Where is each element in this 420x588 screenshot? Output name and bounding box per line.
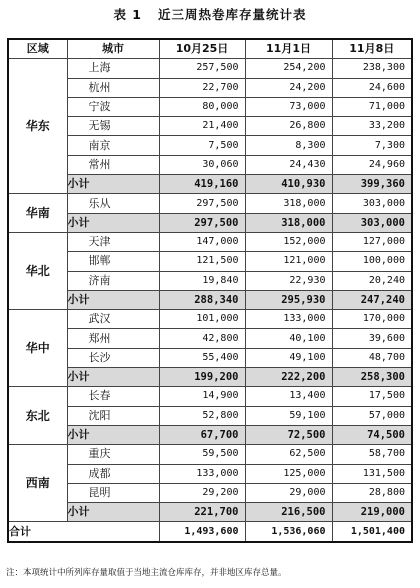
subtotal-value: 258,300 — [332, 368, 412, 387]
subtotal-row — [8, 213, 412, 232]
table-row — [8, 483, 412, 502]
subtotal-value: 221,700 — [159, 503, 245, 522]
inventory-value: 7,500 — [159, 136, 245, 155]
city-name: 邯郸 — [67, 252, 159, 271]
city-name: 成都 — [67, 464, 159, 483]
header-week2: 11月1日 — [245, 39, 332, 59]
region-name: 华中 — [8, 310, 67, 387]
inventory-value: 24,430 — [245, 155, 332, 174]
city-name: 长春 — [67, 387, 159, 406]
subtotal-label: 小计 — [67, 290, 159, 309]
inventory-value: 24,200 — [245, 78, 332, 97]
table-row — [8, 387, 412, 406]
subtotal-value: 288,340 — [159, 290, 245, 309]
inventory-value: 170,000 — [332, 310, 412, 329]
subtotal-value: 216,500 — [245, 503, 332, 522]
inventory-value: 48,700 — [332, 348, 412, 367]
footnote: 注：本项统计中所列库存量取值于当地主流仓库库存，并非地区库存总量。 — [6, 568, 287, 578]
table-row — [8, 252, 412, 271]
city-name: 武汉 — [67, 310, 159, 329]
subtotal-value: 199,200 — [159, 368, 245, 387]
subtotal-label: 小计 — [67, 213, 159, 232]
inventory-value: 29,000 — [245, 483, 332, 502]
subtotal-value: 318,000 — [245, 213, 332, 232]
city-name: 无锡 — [67, 117, 159, 136]
inventory-value: 40,100 — [245, 329, 332, 348]
table-row — [8, 271, 412, 290]
inventory-value: 73,000 — [245, 97, 332, 116]
table-row — [8, 59, 412, 78]
table-row — [8, 136, 412, 155]
inventory-value: 59,100 — [245, 406, 332, 425]
inventory-value: 254,200 — [245, 59, 332, 78]
inventory-value: 100,000 — [332, 252, 412, 271]
table-row — [8, 329, 412, 348]
inventory-value: 57,000 — [332, 406, 412, 425]
inventory-value: 49,100 — [245, 348, 332, 367]
table-row — [8, 232, 412, 251]
city-name: 乐从 — [67, 194, 159, 213]
header-row — [8, 39, 412, 59]
region-name: 西南 — [8, 445, 67, 522]
subtotal-label: 小计 — [67, 175, 159, 194]
inventory-value: 58,700 — [332, 445, 412, 464]
inventory-value: 22,700 — [159, 78, 245, 97]
subtotal-value: 303,000 — [332, 213, 412, 232]
inventory-value: 125,000 — [245, 464, 332, 483]
table-row — [8, 310, 412, 329]
inventory-value: 80,000 — [159, 97, 245, 116]
inventory-value: 152,000 — [245, 232, 332, 251]
inventory-value: 52,800 — [159, 406, 245, 425]
inventory-value: 14,900 — [159, 387, 245, 406]
subtotal-value: 419,160 — [159, 175, 245, 194]
subtotal-value: 74,500 — [332, 425, 412, 444]
inventory-value: 29,200 — [159, 483, 245, 502]
region-name: 华北 — [8, 232, 67, 309]
subtotal-value: 219,000 — [332, 503, 412, 522]
inventory-value: 238,300 — [332, 59, 412, 78]
table-row — [8, 194, 412, 213]
inventory-value: 121,500 — [159, 252, 245, 271]
subtotal-label: 小计 — [67, 425, 159, 444]
inventory-value: 42,800 — [159, 329, 245, 348]
city-name: 昆明 — [67, 483, 159, 502]
inventory-value: 21,400 — [159, 117, 245, 136]
subtotal-value: 295,930 — [245, 290, 332, 309]
inventory-value: 257,500 — [159, 59, 245, 78]
inventory-value: 133,000 — [159, 464, 245, 483]
table-row — [8, 445, 412, 464]
header-city: 城市 — [67, 39, 159, 59]
city-name: 杭州 — [67, 78, 159, 97]
subtotal-value: 222,200 — [245, 368, 332, 387]
inventory-table — [7, 38, 413, 543]
inventory-value: 303,000 — [332, 194, 412, 213]
inventory-value: 22,930 — [245, 271, 332, 290]
inventory-value: 59,500 — [159, 445, 245, 464]
subtotal-row — [8, 368, 412, 387]
subtotal-value: 297,500 — [159, 213, 245, 232]
table-row — [8, 78, 412, 97]
inventory-value: 26,800 — [245, 117, 332, 136]
inventory-value: 121,000 — [245, 252, 332, 271]
subtotal-row — [8, 503, 412, 522]
inventory-value: 28,800 — [332, 483, 412, 502]
total-label: 合计 — [8, 522, 159, 542]
inventory-value: 133,000 — [245, 310, 332, 329]
inventory-value: 131,500 — [332, 464, 412, 483]
inventory-value: 127,000 — [332, 232, 412, 251]
city-name: 上海 — [67, 59, 159, 78]
table-row — [8, 464, 412, 483]
city-name: 天津 — [67, 232, 159, 251]
subtotal-value: 410,930 — [245, 175, 332, 194]
table-row — [8, 117, 412, 136]
table-row — [8, 348, 412, 367]
table-row — [8, 97, 412, 116]
header-week3: 11月8日 — [332, 39, 412, 59]
table-row — [8, 155, 412, 174]
header-region: 区域 — [8, 39, 67, 59]
region-name: 东北 — [8, 387, 67, 445]
table-body — [8, 59, 412, 522]
city-name: 郑州 — [67, 329, 159, 348]
subtotal-value: 247,240 — [332, 290, 412, 309]
city-name: 重庆 — [67, 445, 159, 464]
subtotal-label: 小计 — [67, 368, 159, 387]
subtotal-row — [8, 425, 412, 444]
inventory-value: 62,500 — [245, 445, 332, 464]
inventory-value: 17,500 — [332, 387, 412, 406]
city-name: 长沙 — [67, 348, 159, 367]
total-value: 1,493,600 — [159, 522, 245, 542]
table-title: 表 1 近三周热卷库存量统计表 — [113, 7, 307, 22]
inventory-value: 39,600 — [332, 329, 412, 348]
inventory-value: 147,000 — [159, 232, 245, 251]
inventory-value: 297,500 — [159, 194, 245, 213]
inventory-value: 13,400 — [245, 387, 332, 406]
region-name: 华东 — [8, 59, 67, 194]
inventory-value: 20,240 — [332, 271, 412, 290]
city-name: 南京 — [67, 136, 159, 155]
inventory-value: 8,300 — [245, 136, 332, 155]
inventory-value: 318,000 — [245, 194, 332, 213]
subtotal-value: 399,360 — [332, 175, 412, 194]
inventory-value: 33,200 — [332, 117, 412, 136]
total-value: 1,501,400 — [332, 522, 412, 542]
inventory-value: 24,960 — [332, 155, 412, 174]
inventory-value: 101,000 — [159, 310, 245, 329]
inventory-value: 19,840 — [159, 271, 245, 290]
inventory-value: 55,400 — [159, 348, 245, 367]
subtotal-value: 67,700 — [159, 425, 245, 444]
header-week1: 10月25日 — [159, 39, 245, 59]
inventory-value: 71,000 — [332, 97, 412, 116]
subtotal-row — [8, 290, 412, 309]
city-name: 沈阳 — [67, 406, 159, 425]
inventory-value: 24,600 — [332, 78, 412, 97]
city-name: 宁波 — [67, 97, 159, 116]
region-name: 华南 — [8, 194, 67, 233]
subtotal-value: 72,500 — [245, 425, 332, 444]
total-row — [8, 522, 412, 542]
inventory-value: 30,060 — [159, 155, 245, 174]
table-row — [8, 406, 412, 425]
subtotal-label: 小计 — [67, 503, 159, 522]
inventory-value: 7,300 — [332, 136, 412, 155]
city-name: 常州 — [67, 155, 159, 174]
city-name: 济南 — [67, 271, 159, 290]
subtotal-row — [8, 175, 412, 194]
total-value: 1,536,060 — [245, 522, 332, 542]
